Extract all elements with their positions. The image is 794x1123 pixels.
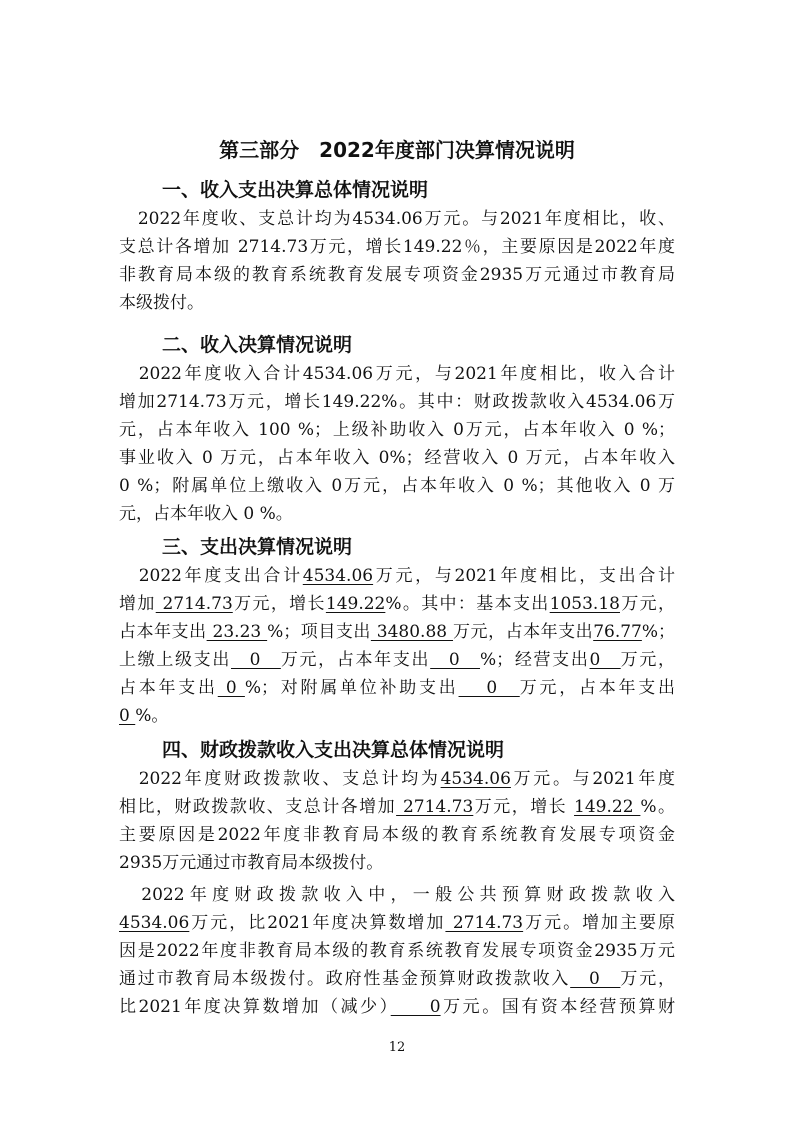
underlined-value: 149.22 xyxy=(325,594,386,614)
underlined-value: 2714.73 xyxy=(155,594,233,614)
text-segment: 万元，比2021年度决算数增加 xyxy=(189,913,446,933)
text-segment: 万元，占本年支出 xyxy=(280,650,431,670)
text-segment: 主要原因是2022年度非教育局本级的教育系统教育发展专项资金 xyxy=(119,825,675,845)
paragraph-line xyxy=(119,793,675,821)
paragraph-line xyxy=(119,909,675,937)
text-segment: 上缴上级支出 xyxy=(119,650,232,670)
underlined-value: 0 xyxy=(589,650,621,670)
text-segment: 2022年度财政拨款收、支总计均为 xyxy=(119,769,441,789)
paragraph-line: 元，占本年收入 100 %；上级补助收入 0万元，占本年收入 0 %； xyxy=(119,420,675,440)
text-segment: %。其中：基本支出 xyxy=(385,594,550,614)
paragraph-line xyxy=(119,674,675,702)
text-segment: %。 xyxy=(640,797,675,817)
underlined-value: 2714.73 xyxy=(445,913,524,933)
paragraph-line xyxy=(119,821,675,849)
text-segment: 占本年支出 xyxy=(119,678,218,698)
text-segment: 万元，增长 xyxy=(473,797,575,817)
section-4-paragraph xyxy=(119,765,675,1021)
section-2-paragraph xyxy=(119,360,675,528)
underlined-value: 1053.18 xyxy=(549,594,620,614)
section-heading-2: 二、收入决算情况说明 xyxy=(162,334,353,356)
page-title: 第三部分 2022年度部门决算情况说明 xyxy=(219,138,575,162)
section-heading-4: 四、财政拨款收入支出决算总体情况说明 xyxy=(162,739,505,761)
underlined-value: 0 xyxy=(119,706,136,726)
underlined-value: 4534.06 xyxy=(302,566,374,586)
text-segment: 万元，占本年支出 xyxy=(453,622,594,642)
underlined-value: 76.77 xyxy=(593,622,642,642)
underlined-value: 4534.06 xyxy=(440,769,511,789)
text-segment: %；对附属单位补助支出 xyxy=(244,678,459,698)
text-segment: %；项目支出 xyxy=(267,622,371,642)
underlined-value: 0 xyxy=(458,678,520,698)
text-segment: 占本年支出 xyxy=(119,622,207,642)
text-segment: %。 xyxy=(135,706,169,726)
text-segment: 比2021年度决算数增加（减少） xyxy=(119,997,391,1017)
text-segment: 因是2022年度非教育局本级的教育系统教育发展专项资金2935万元 xyxy=(119,941,675,961)
paragraph-line: 0 %；附属单位上缴收入 0万元，占本年收入 0 %；其他收入 0 万 xyxy=(119,476,675,496)
underlined-value: 0 xyxy=(570,969,621,989)
underlined-value: 0 xyxy=(231,650,281,670)
paragraph-line: 2022年度收、支总计均为4534.06万元。与2021年度相比，收、 xyxy=(119,209,675,229)
underlined-value: 149.22 xyxy=(574,797,641,817)
text-segment: 2022年度支出合计 xyxy=(119,566,303,586)
paragraph-line xyxy=(119,849,675,877)
text-segment: 增加 xyxy=(119,594,156,614)
paragraph-line: 非教育局本级的教育系统教育发展专项资金2935万元通过市教育局 xyxy=(119,265,675,285)
section-1-paragraph xyxy=(119,205,675,317)
text-segment: 万元，与2021年度相比，支出合计 xyxy=(373,566,675,586)
paragraph-line: 事业收入 0 万元，占本年收入 0%；经营收入 0 万元，占本年收入 xyxy=(119,448,675,468)
paragraph-line xyxy=(119,618,675,646)
paragraph-line xyxy=(119,937,675,965)
text-segment: %；经营支出 xyxy=(480,650,590,670)
text-segment: 2022年度财政拨款收入中，一般公共预算财政拨款收入 xyxy=(119,885,675,905)
text-segment: 万元。增加主要原 xyxy=(523,913,675,933)
paragraph-line xyxy=(119,646,675,674)
text-segment: 相比，财政拨款收、支总计各增加 xyxy=(119,797,397,817)
paragraph-line: 支总计各增加 2714.73万元，增长149.22％，主要原因是2022年度 xyxy=(119,237,675,257)
paragraph-line: 本级拨付。 xyxy=(119,293,204,313)
underlined-value: 4534.06 xyxy=(119,913,190,933)
paragraph-line xyxy=(119,965,675,993)
text-segment: 万元。与2021年度 xyxy=(510,769,675,789)
underlined-value: 0 xyxy=(430,650,481,670)
paragraph-line: 2022年度收入合计4534.06万元，与2021年度相比，收入合计 xyxy=(119,364,675,384)
section-3-paragraph xyxy=(119,562,675,730)
text-segment: 万元， xyxy=(620,969,675,989)
paragraph-line: 增加2714.73万元，增长149.22%。其中：财政拨款收入4534.06万 xyxy=(119,392,675,412)
section-heading-3: 三、支出决算情况说明 xyxy=(162,536,353,558)
paragraph-line xyxy=(119,993,675,1021)
underlined-value: 0 xyxy=(390,997,441,1017)
underlined-value: 23.23 xyxy=(206,622,268,642)
underlined-value: 2714.73 xyxy=(396,797,474,817)
text-segment: 2935万元通过市教育局本级拨付。 xyxy=(119,853,384,873)
paragraph-line xyxy=(119,702,675,730)
page-number: 12 xyxy=(388,1040,406,1055)
underlined-value: 3480.88 xyxy=(370,622,454,642)
text-segment: 万元， xyxy=(620,650,675,670)
text-segment: 万元，增长 xyxy=(232,594,326,614)
text-segment: 万元。国有资本经营预算财 xyxy=(440,997,675,1017)
paragraph-line xyxy=(119,562,675,590)
paragraph-line xyxy=(119,881,675,909)
text-segment: 万元， xyxy=(619,594,675,614)
paragraph-line: 元，占本年收入 0 %。 xyxy=(119,504,293,524)
underlined-value: 0 xyxy=(217,678,245,698)
text-segment: 万元，占本年支出 xyxy=(519,678,675,698)
text-segment: %； xyxy=(641,622,675,642)
text-segment: 通过市教育局本级拨付。政府性基金预算财政拨款收入 xyxy=(119,969,571,989)
section-heading-1: 一、收入支出决算总体情况说明 xyxy=(162,179,429,201)
paragraph-line xyxy=(119,590,675,618)
paragraph-line xyxy=(119,765,675,793)
